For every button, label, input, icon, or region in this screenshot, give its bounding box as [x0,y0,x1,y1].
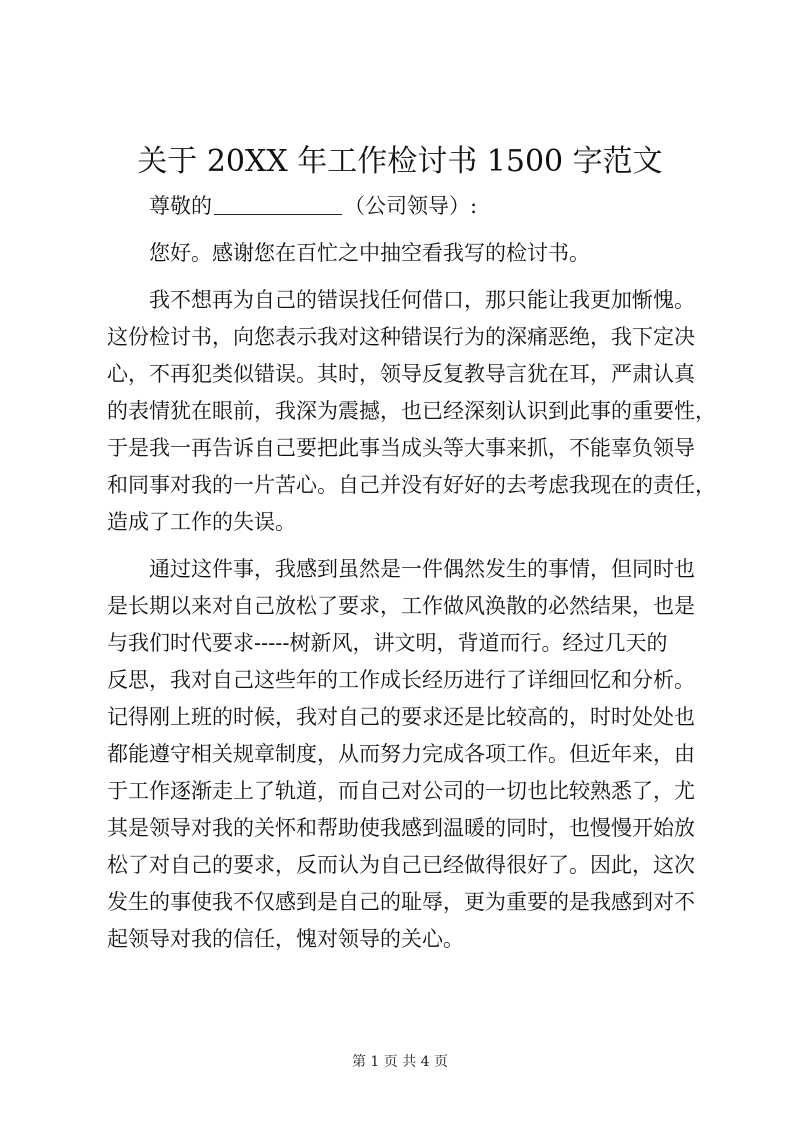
salutation-line [107,188,713,225]
page-footer: 第 1 页 共 4 页 [351,1054,449,1070]
paragraph-gap [107,541,713,551]
paragraph [107,282,716,541]
paragraph-line: 我不想再为自己的错误找任何借口，那只能让我更加惭愧。 [149,288,695,312]
paragraph-gap [107,272,713,282]
paragraph-line: 松了对自己的要求，反而认为自己已经做得很好了。因此，这次 [107,853,695,877]
paragraph-line: 的表情犹在眼前，我深为震撼，也已经深刻认识到此事的重要性， [107,399,716,423]
paragraph-line: 记得刚上班的时候，我对自己的要求还是比较高的，时时处处也 [107,705,695,729]
paragraph-line: 反思，我对自己这些年的工作成长经历进行了详细回忆和分析。 [107,668,695,692]
paragraph-line: 于工作逐渐走上了轨道，而自己对公司的一切也比较熟悉了，尤 [107,779,695,803]
paragraph [107,551,713,958]
paragraph-line: 和同事对我的一片苦心。自己并没有好好的去考虑我现在的责任， [107,473,716,497]
paragraph-line: 其是领导对我的关怀和帮助使我感到温暖的同时，也慢慢开始放 [107,816,695,840]
paragraph-line: 通过这件事，我感到虽然是一件偶然发生的事情，但同时也 [149,557,695,581]
paragraph-line: 于是我一再告诉自己要把此事当成头等大事来抓，不能辜负领导 [107,436,695,460]
paragraph [107,235,713,272]
paragraph-line: 都能遵守相关规章制度，从而努力完成各项工作。但近年来，由 [107,742,695,766]
paragraph-line: 是长期以来对自己放松了要求，工作做风涣散的必然结果，也是 [107,594,695,618]
paragraph-line: 您好。感谢您在百忙之中抽空看我写的检讨书。 [149,241,590,265]
paragraph-line: 心，不再犯类似错误。其时，领导反复教导言犹在耳，严肃认真 [107,362,695,386]
paragraph-line: 起领导对我的信任，愧对领导的关心。 [107,927,464,951]
salutation-prefix: 尊敬的 [149,194,212,218]
salutation-blank [214,192,342,215]
paragraphs [107,235,716,958]
paragraph-line: 造成了工作的失误。 [107,510,296,534]
paragraph-line: 这份检讨书，向您表示我对这种错误行为的深痛恶绝，我下定决 [107,325,695,349]
paragraph-gap [107,225,713,235]
paragraph-line: 与我们时代要求-----树新风，讲文明，背道而行。经过几天的 [107,631,668,655]
paragraph-line: 发生的事使我不仅感到是自己的耻辱，更为重要的是我感到对不 [107,890,695,914]
document-body [107,188,716,958]
document-title: 关于 20XX 年工作检讨书 1500 字范文 [137,144,663,179]
salutation-suffix: （公司领导）: [344,194,478,218]
